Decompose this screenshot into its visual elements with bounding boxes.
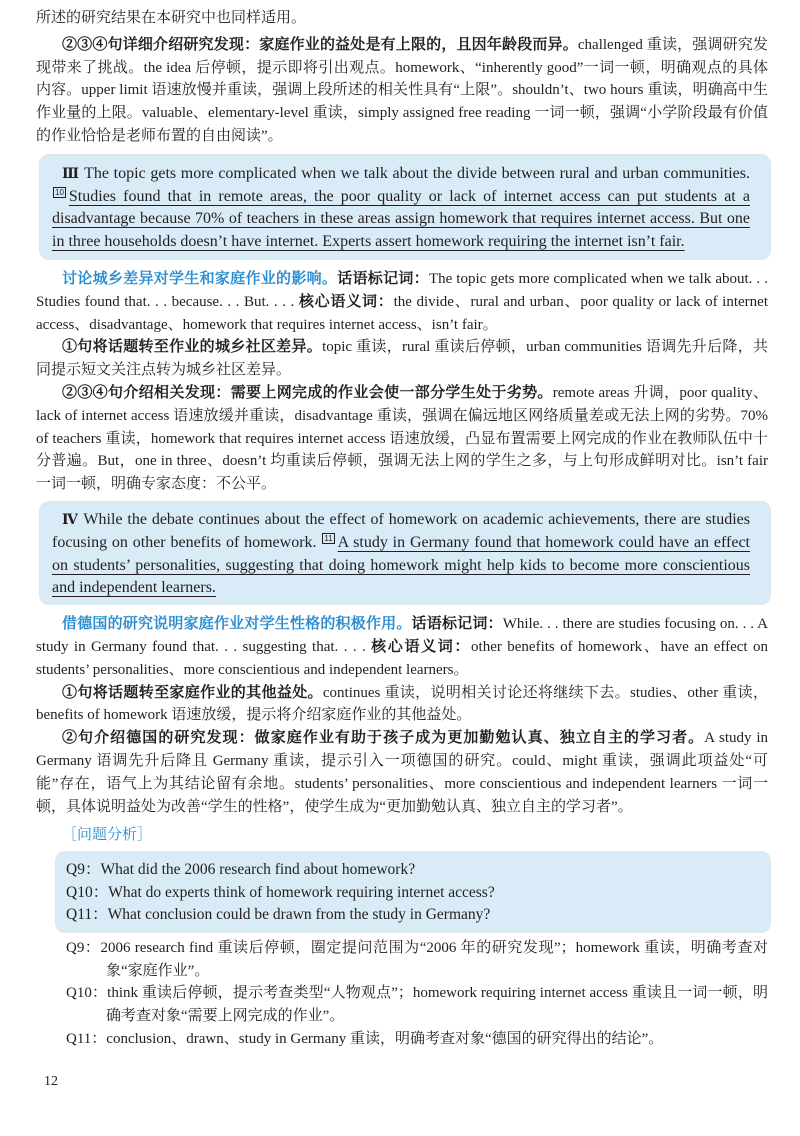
analysis-text: think 重读后停顿，提示考查类型“人物观点”；homework requiring internet access 重读且一词一顿，明确考查对象“需要上网完成的作业”。 xyxy=(106,985,768,1025)
point-lead: ①句将话题转至家庭作业的其他益处。 xyxy=(62,684,323,701)
question-analysis-item xyxy=(36,982,768,1028)
point-body: A study in Germany 语调先升后降且 Germany 重读，提示引入一项德国的研究。could、might 重读，强调此项益处“可能”存在，语气上为其结论留有余地。students’ personalities、more conscientious and independent learners 一词一顿，具体说明益处为改善“学生的性格”，使学生成为“更加勤勉认真、独立自主的学习者”。 xyxy=(36,730,768,815)
page-number: 12 xyxy=(44,1073,58,1089)
discourse-markers: While. . . there are studies focusing on. . . A study in Germany found that. . . suggesting that. . . . xyxy=(36,616,768,655)
summary-title: 讨论城乡差异对学生和家庭作业的影响。 xyxy=(62,270,338,287)
section-3-summary xyxy=(36,268,768,336)
point-lead: ②③④句介绍相关发现：需要上网完成的作业会使一部分学生处于劣势。 xyxy=(62,384,553,401)
question-text: What do experts think of homework requiring internet access? xyxy=(108,883,495,901)
passage-box-3 xyxy=(40,155,770,259)
analysis-text: conclusion、drawn、study in Germany 重读，明确考查对象“德国的研究得出的结论”。 xyxy=(106,1031,664,1048)
analysis-point xyxy=(36,727,768,818)
passage-underlined-text: A study in Germany found that homework could have an effect on students’ personalities, suggesting that doing homework might help kids to become more conscientious and independent learners. xyxy=(52,533,750,597)
paragraph-numeral: Ⅲ xyxy=(62,165,80,182)
core-label: 核心语义词： xyxy=(298,293,394,310)
question-text: What conclusion could be drawn from the study in Germany? xyxy=(107,906,491,924)
passage-intro: While the debate continues about the effect of homework on academic achievements, there are studies focusing on other benefits of homework. xyxy=(52,510,750,551)
summary-title: 借德国的研究说明家庭作业对学生性格的积极作用。 xyxy=(62,616,412,633)
question-line xyxy=(66,882,760,905)
question-label: Q10： xyxy=(66,883,109,901)
question-analysis-item xyxy=(36,1028,768,1051)
discourse-label: 话语标记词： xyxy=(337,270,429,287)
question-analysis-item xyxy=(36,937,768,983)
passage-intro: The topic gets more complicated when we talk about the divide between rural and urban communities. xyxy=(84,164,750,182)
point-body: remote areas 升调，poor quality、lack of internet access 语速放缓并重读，disadvantage 重读，强调在偏远地区网络质量差或无法上网的劣势。70% of teachers 重读，homework that requires internet access 语速放缓，凸显布置需要上网完成的作业在教师队伍中十分普遍。But，one in three、doesn’t 均重读后停顿，强调无法上网的学生之多，与上句形成鲜明对比。isn’t fair 一词一顿，明确专家态度：不公平。 xyxy=(36,384,768,493)
core-label: 核心语义词： xyxy=(371,638,472,655)
analysis-text: 2006 research find 重读后停顿，圈定提问范围为“2006 年的研究发现”；homework 重读，明确考查对象“家庭作业”。 xyxy=(100,939,768,979)
analysis-label: Q10： xyxy=(66,985,108,1002)
point-body: topic 重读，rural 重读后停顿，urban communities 语调先升后降，共同提示短文关注点转为城乡社区差异。 xyxy=(36,339,768,379)
question-marker: 10 xyxy=(55,187,64,197)
analysis-label: Q9： xyxy=(66,939,101,956)
discourse-label: 话语标记词： xyxy=(411,616,503,633)
questions-box xyxy=(56,852,770,932)
passage-paragraph-4 xyxy=(52,509,750,600)
question-label: Q9： xyxy=(66,861,101,879)
question-marker: 11 xyxy=(324,533,333,543)
analysis-label: Q11： xyxy=(66,1031,107,1048)
question-line xyxy=(66,859,760,882)
core-words: the divide、rural and urban、poor quality or lack of internet access、disadvantage、homework that requires internet access、isn’t fair。 xyxy=(36,293,768,333)
point-body: challenged 重读，强调研究发现带来了挑战。the idea 后停顿，提示即将引出观点。homework、“inherently good”一词一顿，明确观点的具体内容。upper limit 语速放慢并重读，强调上段所述的相关性具有“上限”。shouldn’t、two hours 重读，明确高中生作业量的上限。valuable、elementary-level 重读，simply assigned free reading 一词一顿，强调“小学阶段最有价值的作业恰恰是老师布置的自由阅读”。 xyxy=(36,36,768,144)
discourse-markers: The topic gets more complicated when we talk about. . . Studies found that. . . because. . . But. . . . xyxy=(36,270,768,310)
question-label: Q11： xyxy=(66,906,108,924)
analysis-point xyxy=(36,382,768,496)
question-text: What did the 2006 research find about homework? xyxy=(100,861,416,879)
analysis-point xyxy=(36,682,768,728)
core-words: other benefits of homework、have an effect on students’ personalities、more conscientious and independent learners。 xyxy=(36,638,768,678)
section-4-summary xyxy=(36,613,768,681)
question-line xyxy=(66,904,760,927)
point-lead: ②句介绍德国的研究发现：做家庭作业有助于孩子成为更加勤勉认真、独立自主的学习者。 xyxy=(62,730,705,747)
point-lead: ①句将话题转至作业的城乡社区差异。 xyxy=(62,339,323,356)
point-lead: ②③④句详细介绍研究发现：家庭作业的益处是有上限的，且因年龄段而异。 xyxy=(62,36,578,53)
point-body: continues 重读，说明相关讨论还将继续下去。studies、other 重读，benefits of homework 语速放缓，提示将介绍家庭作业的其他益处。 xyxy=(36,684,768,724)
question-analysis-heading: ［问题分析］ xyxy=(62,827,153,844)
analysis-point xyxy=(36,336,768,382)
analysis-point-prev xyxy=(36,34,768,148)
passage-underlined-text: Studies found that in remote areas, the poor quality or lack of internet access can put students at a disadvantage because 70% of teachers in these areas assign homework that requires internet access. But one in three households doesn’t have internet. Experts assert homework requiring the internet isn’t fair. xyxy=(52,187,750,251)
passage-paragraph-3 xyxy=(52,163,750,254)
carryover-text: 所述的研究结果在本研究中也同样适用。 xyxy=(36,10,307,26)
passage-box-4 xyxy=(40,502,770,604)
paragraph-numeral: Ⅳ xyxy=(62,511,79,528)
